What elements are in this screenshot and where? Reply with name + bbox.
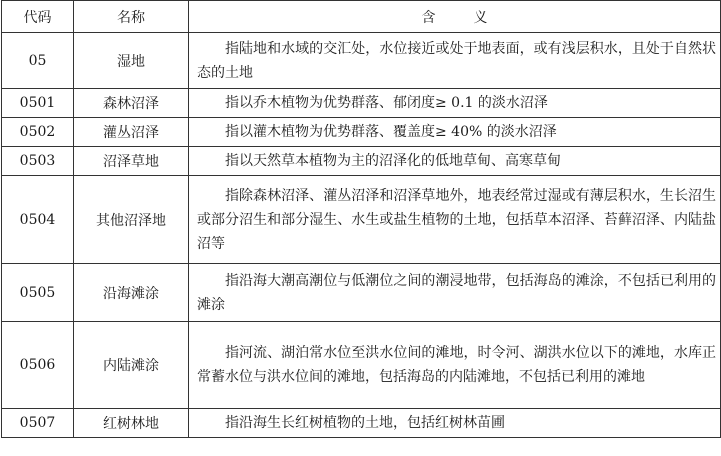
table-row [2, 89, 721, 118]
table-row [2, 409, 721, 438]
row-definition [189, 264, 721, 322]
row-definition [189, 89, 721, 118]
table-row [2, 118, 721, 147]
row-definition-text: 指河流、湖泊常水位至洪水位间的滩地，时令河、湖洪水位以下的滩地，水库正常蓄水位与洪水位间的滩地，包括海岛的内陆滩地，不包括已利用的滩地 [197, 345, 716, 385]
row-code: 0504 [2, 176, 74, 264]
row-definition-text: 指以灌木植物为优势群落、覆盖度≥ 40% 的淡水沼泽 [225, 124, 557, 140]
row-definition [189, 176, 721, 264]
land-use-table [1, 0, 721, 438]
row-definition [189, 409, 721, 438]
row-definition [189, 33, 721, 89]
row-definition-text: 指沿海大潮高潮位与低潮位之间的潮浸地带，包括海岛的滩涂，不包括已利用的滩涂 [197, 272, 716, 313]
row-name: 沿海滩涂 [74, 264, 189, 322]
row-code: 0502 [2, 118, 74, 147]
header-definition-char1: 含 [421, 9, 436, 26]
row-definition-text: 指以天然草本植物为主的沼泽化的低地草甸、高寒草甸 [225, 153, 561, 169]
row-name: 红树林地 [74, 409, 189, 438]
row-name: 其他沼泽地 [74, 176, 189, 264]
table-row [2, 176, 721, 264]
row-code: 0501 [2, 89, 74, 118]
row-code: 0507 [2, 409, 74, 438]
row-name: 内陆滩涂 [74, 322, 189, 409]
row-definition-text: 指除森林沼泽、灌丛沼泽和沼泽草地外，地表经常过湿或有薄层积水，生长沼生或部分沼生和部分湿生、水生或盐生植物的土地，包括草本沼泽、苔藓沼泽、内陆盐沼等 [197, 187, 716, 252]
row-code: 0505 [2, 264, 74, 322]
row-name: 森林沼泽 [74, 89, 189, 118]
row-definition-text: 指沿海生长红树植物的土地，包括红树林苗圃 [225, 415, 505, 431]
table-row [2, 322, 721, 409]
row-code: 0503 [2, 147, 74, 176]
header-definition [189, 1, 721, 33]
row-code: 05 [2, 33, 74, 89]
row-name: 沼泽草地 [74, 147, 189, 176]
row-definition [189, 118, 721, 147]
header-code: 代码 [2, 1, 74, 33]
header-definition-char2: 义 [473, 9, 488, 26]
header-name: 名称 [74, 1, 189, 33]
row-definition-text: 指以乔木植物为优势群落、郁闭度≥ 0.1 的淡水沼泽 [225, 95, 548, 111]
row-definition [189, 147, 721, 176]
row-name: 灌丛沼泽 [74, 118, 189, 147]
header-row [2, 1, 721, 33]
table-row [2, 147, 721, 176]
table-row [2, 264, 721, 322]
row-definition-text: 指陆地和水域的交汇处，水位接近或处于地表面，或有浅层积水，且处于自然状态的土地 [197, 40, 716, 81]
table-row [2, 33, 721, 89]
row-definition [189, 322, 721, 409]
row-code: 0506 [2, 322, 74, 409]
row-name: 湿地 [74, 33, 189, 89]
